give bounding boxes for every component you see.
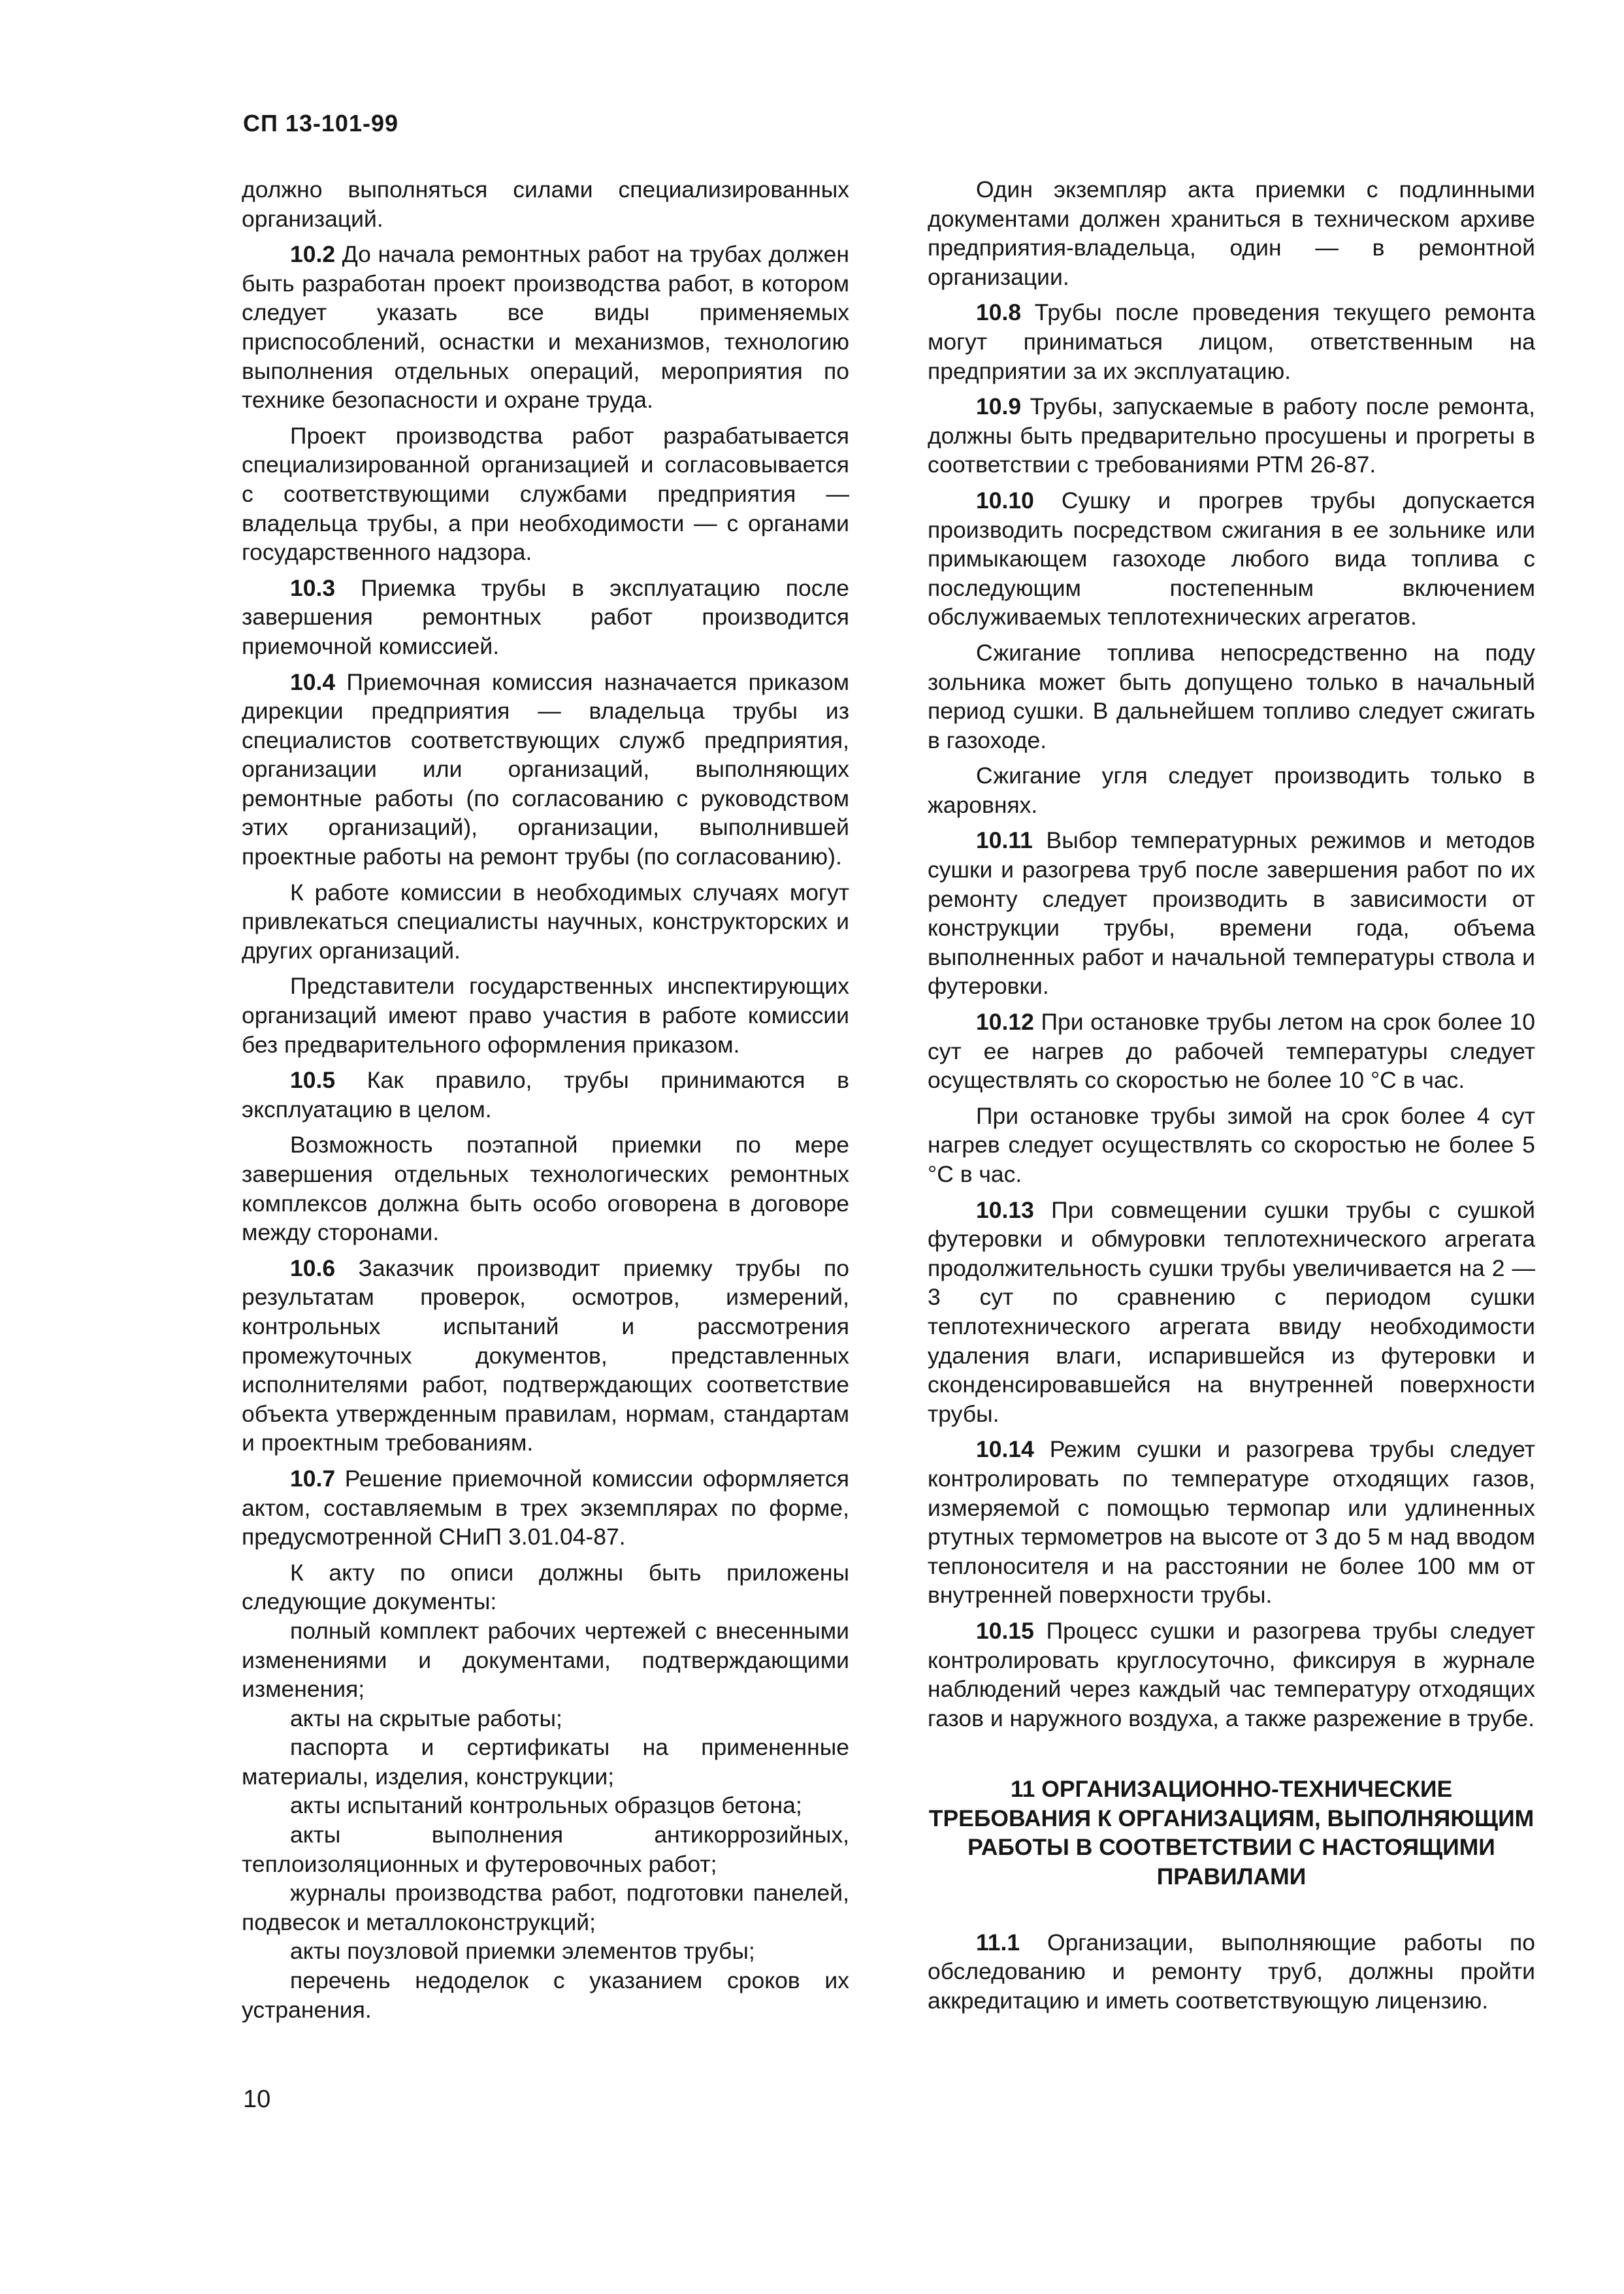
paragraph-10-5: 10.5 Как правило, трубы принимаются в эксплуатацию в целом. (242, 1067, 849, 1122)
paragraph-10-15: 10.15 Процесс сушки и разогрева трубы следует контролировать круглосуточно, фиксируя в журнале наблюдений через каждый час температуру отходящих газов и наружного воздуха, а также разрежение в трубе. (928, 1617, 1535, 1731)
paragraph: К акту по описи должны быть приложены следующие документы: (242, 1559, 849, 1615)
paragraph-10-14: 10.14 Режим сушки и разогрева трубы следует контролировать по температуре отходящих газов, измеряемой с помощью термопар или удлиненных ртутных термометров на высоте от 3 до 5 м над вводом теплоносителя и на расстоянии не более 100 мм от внутренней поверхности трубы. (928, 1436, 1535, 1609)
document-code: СП 13-101-99 (243, 110, 399, 137)
list-item: акты выполнения антикоррозийных, теплоизоляционных и футеровочных работ; (242, 1822, 849, 1877)
paragraph-10-11: 10.11 Выбор температурных режимов и методов сушки и разогрева труб после завершения работ по их ремонту следует производить в зависимости от конструкции трубы, времени года, объема выполненных работ и начальной температуры ствола и футеровки. (928, 827, 1535, 1000)
paragraph: Возможность поэтапной приемки по мере завершения отдельных технологических ремонтных комплексов должна быть особо оговорена в договоре между сторонами. (242, 1132, 849, 1246)
paragraph: При остановке трубы зимой на срок более 4 сут нагрев следует осуществлять со скоростью не более 5 °С в час. (928, 1102, 1535, 1187)
right-column (928, 175, 1535, 2015)
paragraph: К работе комиссии в необходимых случаях могут привлекаться специалисты научных, конструкторских и других организаций. (242, 879, 849, 964)
paragraph-10-2: 10.2 До начала ремонтных работ на трубах должен быть разработан проект производства работ, в котором следует указать все виды применяемых приспособлений, оснастки и механизмов, технологию выполнения отдельных операций, мероприятия по технике безопасности и охране труда. (242, 241, 849, 414)
paragraph: должно выполняться силами специализированных организаций. (242, 176, 849, 232)
paragraph: Сжигание топлива непосредственно на поду зольника может быть допущено только в начальный период сушки. В дальнейшем топливо следует сжигать в газоходе. (928, 639, 1535, 753)
left-column (242, 175, 849, 2024)
paragraph-10-13: 10.13 При совмещении сушки трубы с сушкой футеровки и обмуровки теплотехнического агрегата продолжительность сушки трубы увеличивается на 2 — 3 сут по сравнению с периодом сушки теплотехнического агрегата ввиду необходимости удаления влаги, испарившейся из футеровки и сконденсировавшейся на внутренней поверхности трубы. (928, 1196, 1535, 1427)
paragraph-10-4: 10.4 Приемочная комиссия назначается приказом дирекции предприятия — владельца трубы из специалистов соответствующих служб предприятия, организации или организаций, выполняющих ремонтные работы (по согласованию с руководством этих организаций), организации, выполнившей проектные работы на ремонт трубы (по согласованию). (242, 668, 849, 870)
list-item: акты поузловой приемки элементов трубы; (290, 1938, 755, 1965)
paragraph-10-9: 10.9 Трубы, запускаемые в работу после ремонта, должны быть предварительно просушены и прогреты в соответствии с требованиями РТМ 26-87. (928, 393, 1536, 478)
paragraph-10-7: 10.7 Решение приемочной комиссии оформляется актом, составляемым в трех экземплярах по форме, предусмотренной СНиП 3.01.04-87. (242, 1465, 849, 1550)
paragraph-11-1: 11.1 Организации, выполняющие работы по обследованию и ремонту труб, должны пройти аккредитацию и иметь соответствующую лицензию. (928, 1929, 1535, 2014)
paragraph: Сжигание угля следует производить только в жаровнях. (928, 762, 1535, 818)
list-item: журналы производства работ, подготовки панелей, подвесок и металлоконструкций; (242, 1880, 849, 1935)
paragraph: Представители государственных инспектирующих организаций имеют право участия в работе комиссии без предварительного оформления приказом. (242, 973, 849, 1058)
paragraph: Один экземпляр акта приемки с подлинными документами должен храниться в техническом архиве предприятия-владельца, один — в ремонтной организации. (928, 176, 1535, 290)
paragraph-10-3: 10.3 Приемка трубы в эксплуатацию после завершения ремонтных работ производится приемочной комиссией. (242, 574, 849, 659)
list-item: полный комплект рабочих чертежей с внесенными изменениями и документами, подтверждающими изменения; (242, 1617, 849, 1703)
paragraph-10-6: 10.6 Заказчик производит приемку трубы по результатам проверок, осмотров, измерений, контрольных испытаний и рассмотрения промежуточных документов, представленных исполнителями работ, подтверждающих соответствие объекта утвержденным правилам, нормам, стандартам и проектным требованиям. (242, 1254, 849, 1456)
paragraph-10-10: 10.10 Сушку и прогрев трубы допускается производить посредством сжигания в ее зольнике или примыкающем газоходе любого вида топлива с последующим постепенным включением обслуживаемых теплотехнических агрегатов. (928, 487, 1536, 631)
list-item: акты на скрытые работы; (290, 1705, 562, 1731)
page-number: 10 (243, 2086, 271, 2113)
section-heading: 11 ОРГАНИЗАЦИОННО-ТЕХНИЧЕСКИЕ ТРЕБОВАНИЯ К ОРГАНИЗАЦИЯМ, ВЫПОЛНЯЮЩИМ РАБОТЫ В СООТВЕТСТВИИ С НАСТОЯЩИМИ ПРАВИЛАМИ (928, 1776, 1535, 1890)
paragraph-10-12: 10.12 При остановке трубы летом на срок более 10 сут ее нагрев до рабочей температуры следует осуществлять со скоростью не более 10 °С в час. (928, 1009, 1535, 1094)
list-item: перечень недоделок с указанием сроков их устранения. (242, 1967, 849, 2023)
paragraph: Проект производства работ разрабатывается специализированной организацией и согласовывается с соответствующими службами предприятия — владельца трубы, а при необходимости — с органами государственного надзора. (242, 422, 849, 566)
list-item: паспорта и сертификаты на примененные материалы, изделия, конструкции; (242, 1734, 849, 1790)
list-item: акты испытаний контрольных образцов бетона; (290, 1792, 802, 1819)
paragraph-10-8: 10.8 Трубы после проведения текущего ремонта могут приниматься лицом, ответственным на предприятии за их эксплуатацию. (928, 299, 1535, 384)
